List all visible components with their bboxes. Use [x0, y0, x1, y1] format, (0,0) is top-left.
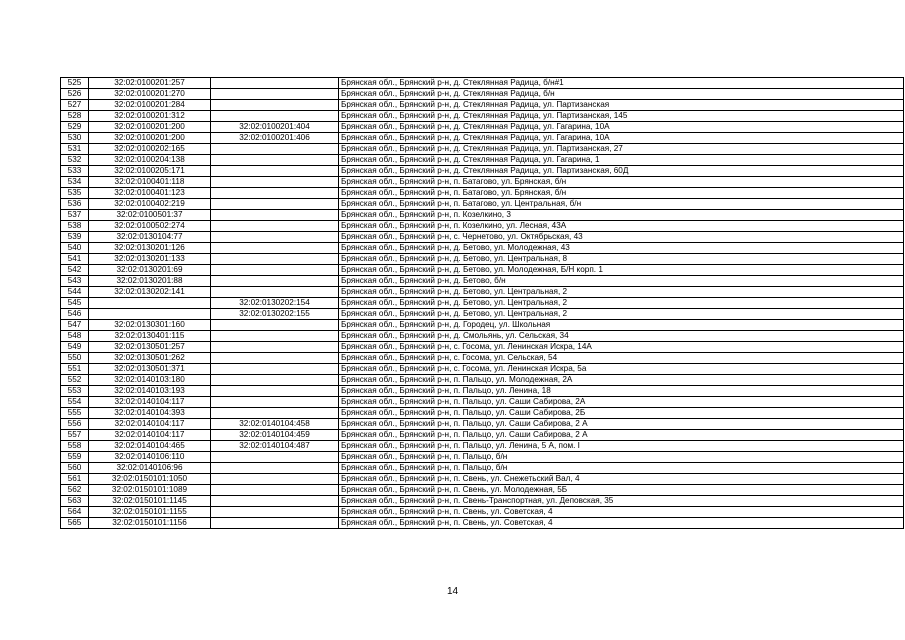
page-number: 14 — [446, 586, 459, 597]
cadastral-number-cell: 32:02:0100201:284 — [89, 100, 211, 111]
sub-cadastral-number-cell — [211, 155, 339, 166]
table-row — [61, 496, 904, 507]
address-cell: Брянская обл., Брянский р-н, п. Пальцо, б/н — [339, 463, 904, 474]
sub-cadastral-number-cell — [211, 386, 339, 397]
row-number-cell: 527 — [61, 100, 89, 111]
row-number-cell: 551 — [61, 364, 89, 375]
table-row — [61, 364, 904, 375]
sub-cadastral-number-cell — [211, 287, 339, 298]
address-cell: Брянская обл., Брянский р-н, п. Пальцо, ул. Молодежная, 2А — [339, 375, 904, 386]
address-cell: Брянская обл., Брянский р-н, п. Свень, ул. Снежетьский Вал, 4 — [339, 474, 904, 485]
address-cell: Брянская обл., Брянский р-н, п. Пальцо, ул. Саши Сабирова, 2А — [339, 397, 904, 408]
cadastral-number-cell: 32:02:0150101:1050 — [89, 474, 211, 485]
row-number-cell: 541 — [61, 254, 89, 265]
cadastral-number-cell: 32:02:0130104:77 — [89, 232, 211, 243]
table-row — [61, 386, 904, 397]
address-cell: Брянская обл., Брянский р-н, д. Бетово, ул. Центральная, 2 — [339, 298, 904, 309]
sub-cadastral-number-cell — [211, 177, 339, 188]
table-row — [61, 243, 904, 254]
sub-cadastral-number-cell — [211, 276, 339, 287]
address-cell: Брянская обл., Брянский р-н, д. Бетово, ул. Молодежная, Б/Н корп. 1 — [339, 265, 904, 276]
table-row — [61, 199, 904, 210]
address-cell: Брянская обл., Брянский р-н, с. Госома, ул. Ленинская Искра, 14А — [339, 342, 904, 353]
cadastral-number-cell: 32:02:0150101:1089 — [89, 485, 211, 496]
table-row — [61, 485, 904, 496]
row-number-cell: 559 — [61, 452, 89, 463]
cadastral-number-cell: 32:02:0130501:257 — [89, 342, 211, 353]
table-row — [61, 144, 904, 155]
row-number-cell: 547 — [61, 320, 89, 331]
row-number-cell: 563 — [61, 496, 89, 507]
table-row — [61, 331, 904, 342]
row-number-cell: 536 — [61, 199, 89, 210]
cadastral-number-cell: 32:02:0130201:126 — [89, 243, 211, 254]
cadastral-number-cell: 32:02:0130301:160 — [89, 320, 211, 331]
row-number-cell: 561 — [61, 474, 89, 485]
row-number-cell: 550 — [61, 353, 89, 364]
address-cell: Брянская обл., Брянский р-н, п. Пальцо, ул. Саши Сабирова, 2 А — [339, 419, 904, 430]
address-cell: Брянская обл., Брянский р-н, д. Стеклянная Радица, ул. Гагарина, 10А — [339, 133, 904, 144]
table-row — [61, 287, 904, 298]
row-number-cell: 556 — [61, 419, 89, 430]
address-cell: Брянская обл., Брянский р-н, п. Свень, ул. Советская, 4 — [339, 518, 904, 529]
cadastral-number-cell: 32:02:0100204:138 — [89, 155, 211, 166]
address-cell: Брянская обл., Брянский р-н, д. Стеклянная Радица, ул. Партизанская, 145 — [339, 111, 904, 122]
address-cell: Брянская обл., Брянский р-н, с. Госома, ул. Ленинская Искра, 5а — [339, 364, 904, 375]
address-cell: Брянская обл., Брянский р-н, п. Пальцо, ул. Саши Сабирова, 2Б — [339, 408, 904, 419]
registry-table — [60, 77, 904, 529]
address-cell: Брянская обл., Брянский р-н, п. Батагово, ул. Брянская, б/н — [339, 188, 904, 199]
sub-cadastral-number-cell: 32:02:0100201:404 — [211, 122, 339, 133]
table-row — [61, 397, 904, 408]
address-cell: Брянская обл., Брянский р-н, д. Стеклянная Радица, ул. Партизанская, 27 — [339, 144, 904, 155]
row-number-cell: 554 — [61, 397, 89, 408]
cadastral-number-cell: 32:02:0140103:180 — [89, 375, 211, 386]
sub-cadastral-number-cell — [211, 364, 339, 375]
table-row — [61, 430, 904, 441]
row-number-cell: 558 — [61, 441, 89, 452]
table-row — [61, 474, 904, 485]
row-number-cell: 557 — [61, 430, 89, 441]
sub-cadastral-number-cell — [211, 452, 339, 463]
cadastral-number-cell: 32:02:0100201:257 — [89, 78, 211, 89]
row-number-cell: 560 — [61, 463, 89, 474]
row-number-cell: 531 — [61, 144, 89, 155]
address-cell: Брянская обл., Брянский р-н, п. Свень, ул. Советская, 4 — [339, 507, 904, 518]
sub-cadastral-number-cell: 32:02:0140104:458 — [211, 419, 339, 430]
address-cell: Брянская обл., Брянский р-н, д. Стеклянная Радица, ул. Гагарина, 10А — [339, 122, 904, 133]
row-number-cell: 548 — [61, 331, 89, 342]
sub-cadastral-number-cell — [211, 518, 339, 529]
cadastral-number-cell: 32:02:0140104:465 — [89, 441, 211, 452]
address-cell: Брянская обл., Брянский р-н, д. Стеклянная Радица, ул. Партизанская, 60Д — [339, 166, 904, 177]
address-cell: Брянская обл., Брянский р-н, п. Свень, ул. Молодежная, 5Б — [339, 485, 904, 496]
sub-cadastral-number-cell: 32:02:0130202:155 — [211, 309, 339, 320]
address-cell: Брянская обл., Брянский р-н, п. Свень-Транспортная, ул. Деповская, 35 — [339, 496, 904, 507]
table-row — [61, 100, 904, 111]
address-cell: Брянская обл., Брянский р-н, с. Чернетово, ул. Октябрьская, 43 — [339, 232, 904, 243]
table-row — [61, 133, 904, 144]
cadastral-number-cell: 32:02:0100201:200 — [89, 133, 211, 144]
row-number-cell: 553 — [61, 386, 89, 397]
sub-cadastral-number-cell — [211, 111, 339, 122]
table-row — [61, 155, 904, 166]
row-number-cell: 533 — [61, 166, 89, 177]
cadastral-number-cell: 32:02:0130401:115 — [89, 331, 211, 342]
address-cell: Брянская обл., Брянский р-н, п. Пальцо, ул. Ленина, 18 — [339, 386, 904, 397]
table-row — [61, 111, 904, 122]
table-row — [61, 463, 904, 474]
sub-cadastral-number-cell — [211, 100, 339, 111]
cadastral-number-cell: 32:02:0130201:69 — [89, 265, 211, 276]
sub-cadastral-number-cell — [211, 221, 339, 232]
table-row — [61, 342, 904, 353]
table-row — [61, 210, 904, 221]
cadastral-number-cell: 32:02:0100201:312 — [89, 111, 211, 122]
cadastral-number-cell: 32:02:0130202:141 — [89, 287, 211, 298]
cadastral-number-cell: 32:02:0140104:117 — [89, 419, 211, 430]
sub-cadastral-number-cell — [211, 342, 339, 353]
sub-cadastral-number-cell — [211, 331, 339, 342]
sub-cadastral-number-cell: 32:02:0100201:406 — [211, 133, 339, 144]
sub-cadastral-number-cell — [211, 188, 339, 199]
table-row — [61, 320, 904, 331]
row-number-cell: 543 — [61, 276, 89, 287]
row-number-cell: 530 — [61, 133, 89, 144]
address-cell: Брянская обл., Брянский р-н, п. Батагово, ул. Центральная, б/н — [339, 199, 904, 210]
table-row — [61, 265, 904, 276]
row-number-cell: 549 — [61, 342, 89, 353]
row-number-cell: 528 — [61, 111, 89, 122]
cadastral-number-cell: 32:02:0100502:274 — [89, 221, 211, 232]
row-number-cell: 544 — [61, 287, 89, 298]
table-row — [61, 232, 904, 243]
row-number-cell: 532 — [61, 155, 89, 166]
sub-cadastral-number-cell — [211, 243, 339, 254]
cadastral-number-cell: 32:02:0130201:88 — [89, 276, 211, 287]
cadastral-number-cell: 32:02:0130201:133 — [89, 254, 211, 265]
table-row — [61, 309, 904, 320]
cadastral-number-cell: 32:02:0100401:118 — [89, 177, 211, 188]
address-cell: Брянская обл., Брянский р-н, д. Городец, ул. Школьная — [339, 320, 904, 331]
sub-cadastral-number-cell: 32:02:0140104:487 — [211, 441, 339, 452]
table-row — [61, 221, 904, 232]
address-cell: Брянская обл., Брянский р-н, с. Госома, ул. Сельская, 54 — [339, 353, 904, 364]
table-row — [61, 166, 904, 177]
row-number-cell: 552 — [61, 375, 89, 386]
table-row — [61, 419, 904, 430]
sub-cadastral-number-cell — [211, 254, 339, 265]
row-number-cell: 534 — [61, 177, 89, 188]
row-number-cell: 540 — [61, 243, 89, 254]
cadastral-number-cell — [89, 309, 211, 320]
sub-cadastral-number-cell — [211, 485, 339, 496]
sub-cadastral-number-cell — [211, 496, 339, 507]
address-cell: Брянская обл., Брянский р-н, д. Бетово, ул. Центральная, 2 — [339, 309, 904, 320]
row-number-cell: 565 — [61, 518, 89, 529]
row-number-cell: 535 — [61, 188, 89, 199]
row-number-cell: 537 — [61, 210, 89, 221]
cadastral-number-cell: 32:02:0100205:171 — [89, 166, 211, 177]
address-cell: Брянская обл., Брянский р-н, д. Стеклянная Радица, б/н — [339, 89, 904, 100]
table-row — [61, 452, 904, 463]
table-row — [61, 441, 904, 452]
table-row — [61, 78, 904, 89]
sub-cadastral-number-cell — [211, 397, 339, 408]
sub-cadastral-number-cell — [211, 320, 339, 331]
row-number-cell: 538 — [61, 221, 89, 232]
sub-cadastral-number-cell — [211, 474, 339, 485]
cadastral-number-cell — [89, 298, 211, 309]
cadastral-number-cell: 32:02:0100201:200 — [89, 122, 211, 133]
address-cell: Брянская обл., Брянский р-н, д. Бетово, ул. Центральная, 8 — [339, 254, 904, 265]
sub-cadastral-number-cell — [211, 375, 339, 386]
address-cell: Брянская обл., Брянский р-н, п. Пальцо, ул. Ленина, 5 А, пом. I — [339, 441, 904, 452]
table-row — [61, 408, 904, 419]
table-row — [61, 122, 904, 133]
row-number-cell: 529 — [61, 122, 89, 133]
sub-cadastral-number-cell — [211, 144, 339, 155]
sub-cadastral-number-cell — [211, 353, 339, 364]
sub-cadastral-number-cell: 32:02:0140104:459 — [211, 430, 339, 441]
address-cell: Брянская обл., Брянский р-н, п. Козелкино, ул. Лесная, 43А — [339, 221, 904, 232]
cadastral-number-cell: 32:02:0150101:1155 — [89, 507, 211, 518]
sub-cadastral-number-cell — [211, 463, 339, 474]
address-cell: Брянская обл., Брянский р-н, д. Бетово, б/н — [339, 276, 904, 287]
cadastral-number-cell: 32:02:0140104:393 — [89, 408, 211, 419]
sub-cadastral-number-cell — [211, 408, 339, 419]
address-cell: Брянская обл., Брянский р-н, д. Стеклянная Радица, б/н#1 — [339, 78, 904, 89]
address-cell: Брянская обл., Брянский р-н, д. Стеклянная Радица, ул. Гагарина, 1 — [339, 155, 904, 166]
row-number-cell: 546 — [61, 309, 89, 320]
table-row — [61, 353, 904, 364]
address-cell: Брянская обл., Брянский р-н, д. Бетово, ул. Молодежная, 43 — [339, 243, 904, 254]
sub-cadastral-number-cell — [211, 265, 339, 276]
row-number-cell: 545 — [61, 298, 89, 309]
address-cell: Брянская обл., Брянский р-н, д. Смольянь, ул. Сельская, 34 — [339, 331, 904, 342]
cadastral-number-cell: 32:02:0140104:117 — [89, 397, 211, 408]
address-cell: Брянская обл., Брянский р-н, д. Стеклянная Радица, ул. Партизанская — [339, 100, 904, 111]
sub-cadastral-number-cell — [211, 507, 339, 518]
address-cell: Брянская обл., Брянский р-н, д. Бетово, ул. Центральная, 2 — [339, 287, 904, 298]
sub-cadastral-number-cell: 32:02:0130202:154 — [211, 298, 339, 309]
table-row — [61, 254, 904, 265]
cadastral-number-cell: 32:02:0130501:371 — [89, 364, 211, 375]
sub-cadastral-number-cell — [211, 210, 339, 221]
cadastral-number-cell: 32:02:0140106:110 — [89, 452, 211, 463]
row-number-cell: 526 — [61, 89, 89, 100]
row-number-cell: 564 — [61, 507, 89, 518]
sub-cadastral-number-cell — [211, 199, 339, 210]
registry-table-body — [61, 78, 904, 529]
table-row — [61, 89, 904, 100]
sub-cadastral-number-cell — [211, 89, 339, 100]
table-row — [61, 188, 904, 199]
cadastral-number-cell: 32:02:0100501:37 — [89, 210, 211, 221]
row-number-cell: 562 — [61, 485, 89, 496]
cadastral-number-cell: 32:02:0140106:96 — [89, 463, 211, 474]
cadastral-number-cell: 32:02:0100401:123 — [89, 188, 211, 199]
table-row — [61, 375, 904, 386]
address-cell: Брянская обл., Брянский р-н, п. Пальцо, ул. Саши Сабирова, 2 А — [339, 430, 904, 441]
cadastral-number-cell: 32:02:0130501:262 — [89, 353, 211, 364]
cadastral-number-cell: 32:02:0140103:193 — [89, 386, 211, 397]
cadastral-number-cell: 32:02:0100402:219 — [89, 199, 211, 210]
table-row — [61, 507, 904, 518]
cadastral-number-cell: 32:02:0150101:1156 — [89, 518, 211, 529]
cadastral-number-cell: 32:02:0140104:117 — [89, 430, 211, 441]
row-number-cell: 555 — [61, 408, 89, 419]
address-cell: Брянская обл., Брянский р-н, п. Козелкино, 3 — [339, 210, 904, 221]
cadastral-number-cell: 32:02:0150101:1145 — [89, 496, 211, 507]
sub-cadastral-number-cell — [211, 232, 339, 243]
cadastral-number-cell: 32:02:0100201:270 — [89, 89, 211, 100]
address-cell: Брянская обл., Брянский р-н, п. Пальцо, б/н — [339, 452, 904, 463]
sub-cadastral-number-cell — [211, 166, 339, 177]
sub-cadastral-number-cell — [211, 78, 339, 89]
row-number-cell: 542 — [61, 265, 89, 276]
cadastral-number-cell: 32:02:0100202:165 — [89, 144, 211, 155]
table-row — [61, 518, 904, 529]
address-cell: Брянская обл., Брянский р-н, п. Батагово, ул. Брянская, б/н — [339, 177, 904, 188]
row-number-cell: 539 — [61, 232, 89, 243]
table-row — [61, 298, 904, 309]
table-row — [61, 276, 904, 287]
row-number-cell: 525 — [61, 78, 89, 89]
table-row — [61, 177, 904, 188]
